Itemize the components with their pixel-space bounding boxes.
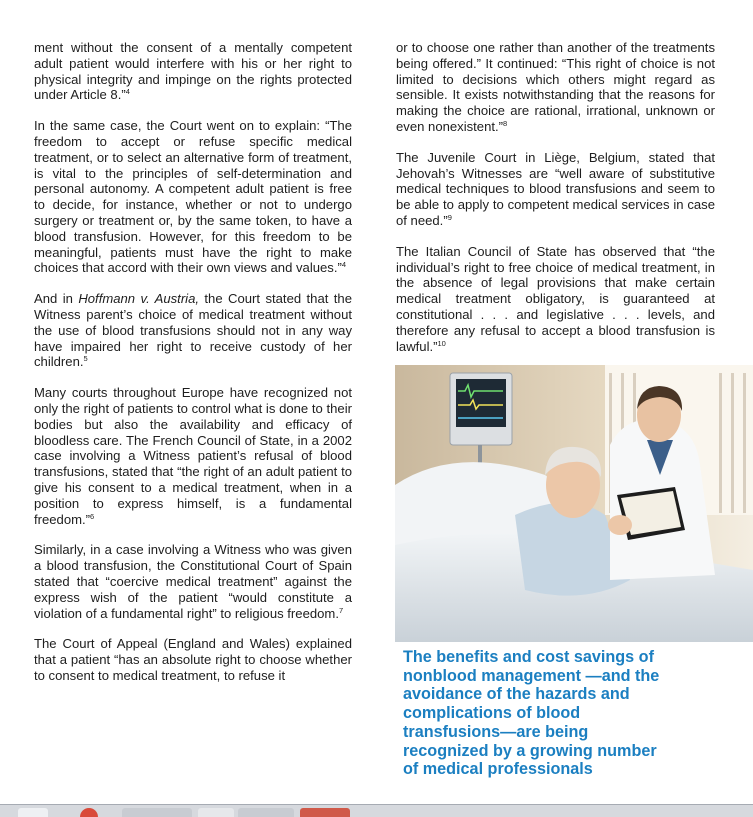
right-paragraph-2: The Juvenile Court in Liège, Belgium, stated that Jehovah’s Witnesses are “well aware of substitutive medical techniques to blood transfusions and seem to be able to apply to competent medical services in case of need.”$^9$ <box>396 149 715 228</box>
left-column <box>34 40 352 699</box>
taskbar[interactable] <box>0 804 753 817</box>
footnote-ref: 4 <box>341 260 347 270</box>
pull-quote-caption: The benefits and cost savings of nonblood management —and the avoidance of the hazards and complications of blood transfusions—are being recognized by a growing number of medical professionals <box>403 648 660 779</box>
right-paragraph-3: The Italian Council of State has observed that “the individual’s right to free choice of medical treatment, in the absence of legal provisions that make certain medical treatment obligatory, is guaranteed at constitutional . . . and legislative . . . levels, and therefore any refusal to accept a blood transfusion is lawful.”$^{10}$ <box>396 243 715 354</box>
hospital-photo <box>395 365 753 642</box>
doctor-reading-to-patient-illustration <box>395 365 753 642</box>
footnote-ref: 8 <box>503 118 508 128</box>
right-paragraph-1: or to choose one rather than another of the treatments being offered.” It continued: “This right of choice is not limited to decisions which others might regard as sensible. It exists notwithstanding that the reasons for making the choice are rational, irrational, unknown or even nonexistent.”$^8$ <box>396 40 715 134</box>
left-paragraph-1: ment without the consent of a mentally competent adult patient would interfere with his or her right to physical integrity and impinge on the rights protected under Article 8.”$^4$ <box>34 40 352 103</box>
left-paragraph-3: And in Hoffmann v. Austria, the Court stated that the Witness parent’s choice of medical treatment without the use of blood transfusions should not in any way have impaired her right to receive custody of her children.$^5$ <box>34 291 352 370</box>
left-paragraph-4: Many courts throughout Europe have recognized not only the right of patients to control what is done to their bodies but also the availability and efficacy of bloodless care. The French Council of State, in a 2002 case involving a Witness patient’s refusal of blood transfusions, stated that “the right of an adult patient to give his consent to a medical treatment, when in a position to express himself, is a fundamental freedom.”$^6$ <box>34 385 352 527</box>
footnote-ref: 7 <box>338 605 344 615</box>
right-column <box>396 40 715 369</box>
footnote-ref: 9 <box>447 212 452 222</box>
left-paragraph-2: In the same case, the Court went on to explain: “The freedom to accept or refuse specific medical treatment, or to select an alternative form of treatment, is vital to the principles of self-determination and personal autonomy. A competent adult patient is free to decide, for instance, whether or not to undergo surgery or treatment or, by the same token, to have a blood transfusion. However, for this freedom to be meaningful, patients must have the right to make choices that accord with their own views and values.”$^4$ <box>34 118 352 276</box>
footnote-ref: 4 <box>125 87 130 97</box>
left-paragraph-6: The Court of Appeal (England and Wales) explained that a patient “has an absolute right to choose whether to consent to medical treatment, to refuse it <box>34 636 352 683</box>
left-paragraph-5: Similarly, in a case involving a Witness who was given a blood transfusion, the Constitutional Court of Spain stated that “coercive medical treatment” against the express wish of the patient “would constitute a violation of a fundamental right” to religious freedom.$^7$ <box>34 542 352 621</box>
case-name: Hoffmann v. Austria, <box>78 291 200 307</box>
footnote-ref: 10 <box>437 338 446 348</box>
footnote-ref: 6 <box>90 511 95 521</box>
footnote-ref: 5 <box>83 354 88 364</box>
